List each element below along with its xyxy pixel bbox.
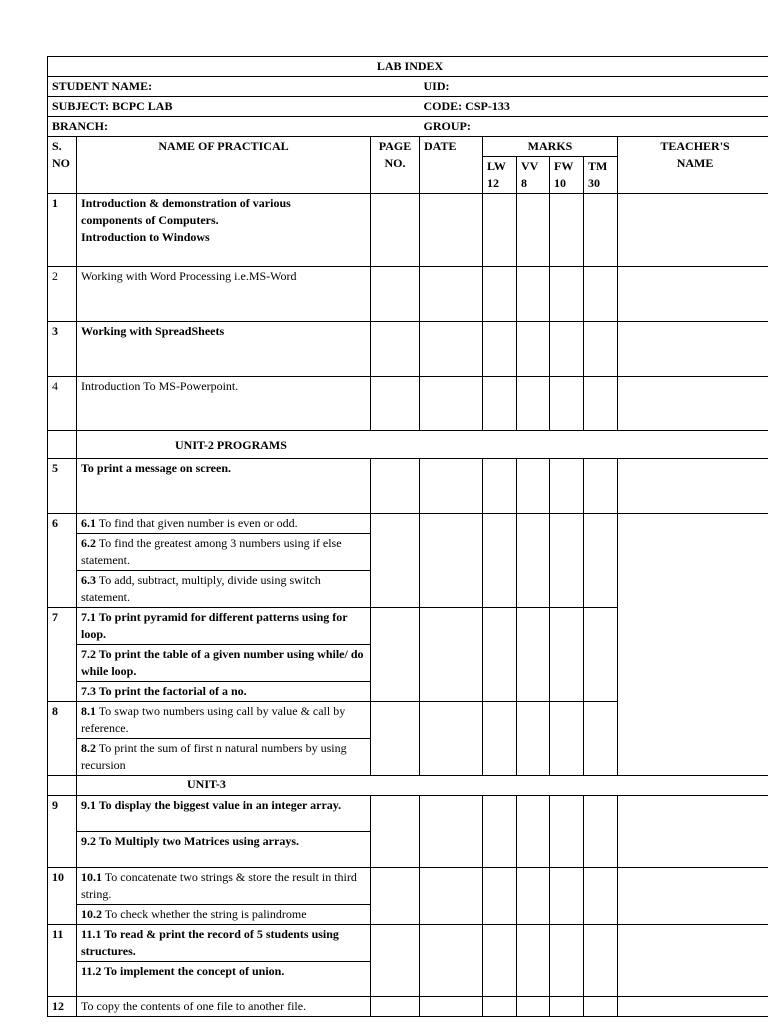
table-row: 12 To copy the contents of one file to another file.: [48, 997, 768, 1017]
practical-name: 11.1 To read & print the record of 5 students using structures.: [77, 925, 371, 962]
practical-name: 11.2 To implement the concept of union.: [77, 962, 371, 997]
practical-name: 6.1 To find that given number is even or odd.: [77, 514, 371, 534]
subject-label: SUBJECT: BCPC LAB: [48, 97, 420, 117]
header-sno: S. NO: [48, 137, 77, 194]
practical-name: 9.2 To Multiply two Matrices using arrays.: [77, 832, 371, 868]
table-row: 10 10.1 To concatenate two strings & store the result in third string.: [48, 868, 768, 905]
header-teacher-name: TEACHER'S NAME: [618, 137, 768, 194]
practical-name: To copy the contents of one file to another file.: [77, 997, 371, 1017]
unit-3-heading: UNIT-3: [77, 776, 768, 796]
table-row: 3 Working with SpreadSheets: [48, 322, 768, 377]
header-lw: LW 12: [483, 157, 517, 194]
header-fw: FW 10: [550, 157, 584, 194]
practical-name: To print a message on screen.: [77, 459, 371, 514]
header-vv: VV 8: [517, 157, 550, 194]
practical-name: 8.1 To swap two numbers using call by value & call by reference.: [77, 702, 371, 739]
group-label: GROUP:: [420, 117, 768, 137]
unit-2-heading: UNIT-2 PROGRAMS: [77, 431, 768, 459]
header-date: DATE: [420, 137, 483, 194]
unit-row: [48, 776, 768, 796]
practical-name: 6.3 To add, subtract, multiply, divide using switch statement.: [77, 571, 371, 608]
table-row: 4 Introduction To MS-Powerpoint.: [48, 377, 768, 431]
practical-name: 8.2 To print the sum of first n natural numbers by using recursion: [77, 739, 371, 776]
header-page-no: PAGE NO.: [371, 137, 420, 194]
table-row: 11 11.1 To read & print the record of 5 students using structures.: [48, 925, 768, 962]
page-title: LAB INDEX: [48, 57, 768, 77]
header-practical-name: NAME OF PRACTICAL: [77, 137, 371, 194]
practical-name: Introduction & demonstration of various components of Computers. Introduction to Windows: [77, 194, 371, 267]
practical-name: Working with Word Processing i.e.MS-Word: [77, 267, 371, 322]
table-row: 8 8.1 To swap two numbers using call by value & call by reference.: [48, 702, 768, 739]
table-row: 2 Working with Word Processing i.e.MS-Word: [48, 267, 768, 322]
practical-name: Introduction To MS-Powerpoint.: [77, 377, 371, 431]
table-row: 6 6.1 To find that given number is even or odd.: [48, 514, 768, 534]
code-label: CODE: CSP-133: [420, 97, 768, 117]
practical-name: Working with SpreadSheets: [77, 322, 371, 377]
unit-row: [48, 431, 768, 459]
branch-label: BRANCH:: [48, 117, 420, 137]
practical-name: 6.2 To find the greatest among 3 numbers using if else statement.: [77, 534, 371, 571]
practical-name: 7.2 To print the table of a given number using while/ do while loop.: [77, 645, 371, 682]
lab-index-table: [47, 56, 768, 1017]
practical-name: 9.1 To display the biggest value in an integer array.: [77, 796, 371, 832]
table-row: 5 To print a message on screen.: [48, 459, 768, 514]
practical-name: 10.2 To check whether the string is palindrome: [77, 905, 371, 925]
header-tm: TM 30: [584, 157, 618, 194]
uid-label: UID:: [420, 77, 768, 97]
table-row: 9 9.1 To display the biggest value in an integer array.: [48, 796, 768, 832]
table-row: 1 Introduction & demonstration of various components of Computers. Introduction to Windows: [48, 194, 768, 267]
header-marks: MARKS: [483, 137, 618, 157]
practical-name: 7.1 To print pyramid for different patterns using for loop.: [77, 608, 371, 645]
student-name-label: STUDENT NAME:: [48, 77, 420, 97]
practical-name: 7.3 To print the factorial of a no.: [77, 682, 371, 702]
table-row: 7 7.1 To print pyramid for different patterns using for loop.: [48, 608, 768, 645]
practical-name: 10.1 To concatenate two strings & store the result in third string.: [77, 868, 371, 905]
